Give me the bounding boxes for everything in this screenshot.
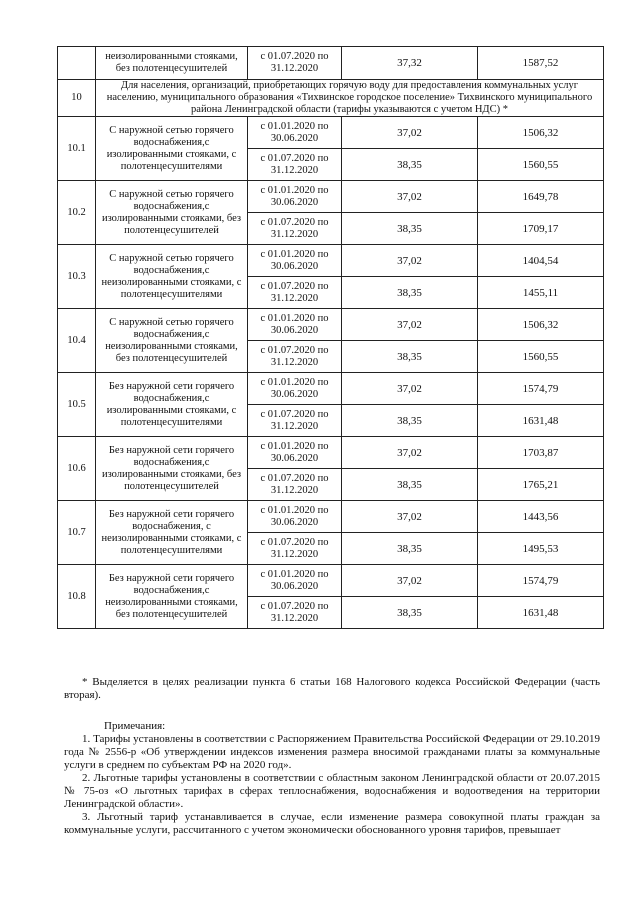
period-cell: с 01.07.2020 по 31.12.2020 — [248, 405, 342, 437]
row-number: 10.3 — [58, 245, 96, 309]
table-row — [58, 437, 604, 469]
value-cell: 1560,55 — [478, 341, 604, 373]
period-cell: с 01.07.2020 по 31.12.2020 — [248, 469, 342, 501]
row-number: 10.4 — [58, 309, 96, 373]
value-cell: 1631,48 — [478, 405, 604, 437]
period-cell: с 01.07.2020 по 31.12.2020 — [248, 277, 342, 309]
row-description: С наружной сетью горячего водоснабжения,с неизолированными стояками, с полотенцесушителями — [96, 245, 248, 309]
value-cell: 1765,21 — [478, 469, 604, 501]
row-description: Без наружной сети горячего водоснабжения, с неизолированными стояками, с полотенцесушителями — [96, 501, 248, 565]
row-description: С наружной сетью горячего водоснабжения,с неизолированными стояками, без полотенцесушителей — [96, 309, 248, 373]
note-item: 2. Льготные тарифы установлены в соответствии с областным законом Ленинградской области от 20.07.2015 № 75-оз «О льготных тарифах в сферах теплоснабжения, водоснабжения и водоотведения на территории Ленинградской области». — [64, 772, 600, 810]
period-cell: с 01.07.2020 по 31.12.2020 — [248, 47, 342, 80]
row-number: 10.5 — [58, 373, 96, 437]
period-cell: с 01.01.2020 по 30.06.2020 — [248, 117, 342, 149]
value-cell: 38,35 — [342, 597, 478, 629]
section-title: Для населения, организаций, приобретающих горячую воду для предоставления коммунальных услуг населению, муниципального образования «Тихвинское городское поселение» Тихвинского муниципального района Ленинградской области (тарифы указываются с учетом НДС) * — [96, 80, 604, 117]
row-description: С наружной сетью горячего водоснабжения,с изолированными стояками, с полотенцесушителями — [96, 117, 248, 181]
value-cell: 38,35 — [342, 213, 478, 245]
value-cell: 1455,11 — [478, 277, 604, 309]
period-cell: с 01.01.2020 по 30.06.2020 — [248, 245, 342, 277]
value-cell: 38,35 — [342, 277, 478, 309]
value-cell: 1631,48 — [478, 597, 604, 629]
notes-heading: Примечания: — [104, 720, 166, 732]
value-cell: 1560,55 — [478, 149, 604, 181]
table-row — [58, 117, 604, 149]
period-cell: с 01.07.2020 по 31.12.2020 — [248, 341, 342, 373]
table-row — [58, 245, 604, 277]
period-cell: с 01.01.2020 по 30.06.2020 — [248, 501, 342, 533]
row-number: 10.1 — [58, 117, 96, 181]
table-row — [58, 373, 604, 405]
value-cell: 38,35 — [342, 469, 478, 501]
row-number: 10.2 — [58, 181, 96, 245]
value-cell: 37,02 — [342, 501, 478, 533]
row-description: Без наружной сети горячего водоснабжения,с неизолированными стояками, без полотенцесушителей — [96, 565, 248, 629]
value-cell: 38,35 — [342, 405, 478, 437]
period-cell: с 01.07.2020 по 31.12.2020 — [248, 597, 342, 629]
value-cell: 1587,52 — [478, 47, 604, 80]
period-cell: с 01.01.2020 по 30.06.2020 — [248, 181, 342, 213]
value-cell: 1495,53 — [478, 533, 604, 565]
row-number: 10.8 — [58, 565, 96, 629]
row-number — [58, 47, 96, 80]
value-cell: 1443,56 — [478, 501, 604, 533]
value-cell: 1649,78 — [478, 181, 604, 213]
notes-section — [64, 720, 600, 837]
value-cell: 37,32 — [342, 47, 478, 80]
footnote — [64, 676, 600, 702]
period-cell: с 01.01.2020 по 30.06.2020 — [248, 437, 342, 469]
period-cell: с 01.01.2020 по 30.06.2020 — [248, 373, 342, 405]
section-row — [58, 80, 604, 117]
row-description: С наружной сетью горячего водоснабжения,с изолированными стояками, без полотенцесушителей — [96, 181, 248, 245]
value-cell: 37,02 — [342, 309, 478, 341]
row-number: 10.6 — [58, 437, 96, 501]
period-cell: с 01.07.2020 по 31.12.2020 — [248, 533, 342, 565]
period-cell: с 01.07.2020 по 31.12.2020 — [248, 149, 342, 181]
value-cell: 37,02 — [342, 181, 478, 213]
value-cell: 1703,87 — [478, 437, 604, 469]
value-cell: 1574,79 — [478, 373, 604, 405]
row-description: неизолированными стояками, без полотенцесушителей — [96, 47, 248, 80]
table-row — [58, 309, 604, 341]
value-cell: 37,02 — [342, 373, 478, 405]
value-cell: 1506,32 — [478, 117, 604, 149]
value-cell: 37,02 — [342, 437, 478, 469]
table-row — [58, 501, 604, 533]
footnote-text: * Выделяется в целях реализации пункта 6 статьи 168 Налогового кодекса Российской Федерации (часть вторая). — [64, 676, 600, 701]
period-cell: с 01.01.2020 по 30.06.2020 — [248, 565, 342, 597]
value-cell: 37,02 — [342, 117, 478, 149]
table-row — [58, 181, 604, 213]
row-number: 10.7 — [58, 501, 96, 565]
value-cell: 37,02 — [342, 245, 478, 277]
value-cell: 1574,79 — [478, 565, 604, 597]
value-cell: 38,35 — [342, 341, 478, 373]
row-description: Без наружной сети горячего водоснабжения,с изолированными стояками, с полотенцесушителями — [96, 373, 248, 437]
table-row — [58, 47, 604, 80]
value-cell: 38,35 — [342, 149, 478, 181]
value-cell: 1709,17 — [478, 213, 604, 245]
value-cell: 1404,54 — [478, 245, 604, 277]
note-item: 1. Тарифы установлены в соответствии с Распоряжением Правительства Российской Федерации от 29.10.2019 года № 2556-р «Об утверждении индексов изменения размера вносимой гражданами платы за коммунальные услуги в среднем по субъектам РФ на 2020 год». — [64, 733, 600, 771]
value-cell: 37,02 — [342, 565, 478, 597]
value-cell: 38,35 — [342, 533, 478, 565]
section-number: 10 — [58, 80, 96, 117]
table-row — [58, 565, 604, 597]
period-cell: с 01.01.2020 по 30.06.2020 — [248, 309, 342, 341]
tariff-table — [57, 46, 604, 629]
note-item: 3. Льготный тариф устанавливается в случае, если изменение размера совокупной платы граждан за коммунальные услуги, рассчитанного с учетом экономически обоснованного уровня тарифов, превышает — [64, 811, 600, 836]
row-description: Без наружной сети горячего водоснабжения,с изолированными стояками, без полотенцесушителей — [96, 437, 248, 501]
period-cell: с 01.07.2020 по 31.12.2020 — [248, 213, 342, 245]
value-cell: 1506,32 — [478, 309, 604, 341]
